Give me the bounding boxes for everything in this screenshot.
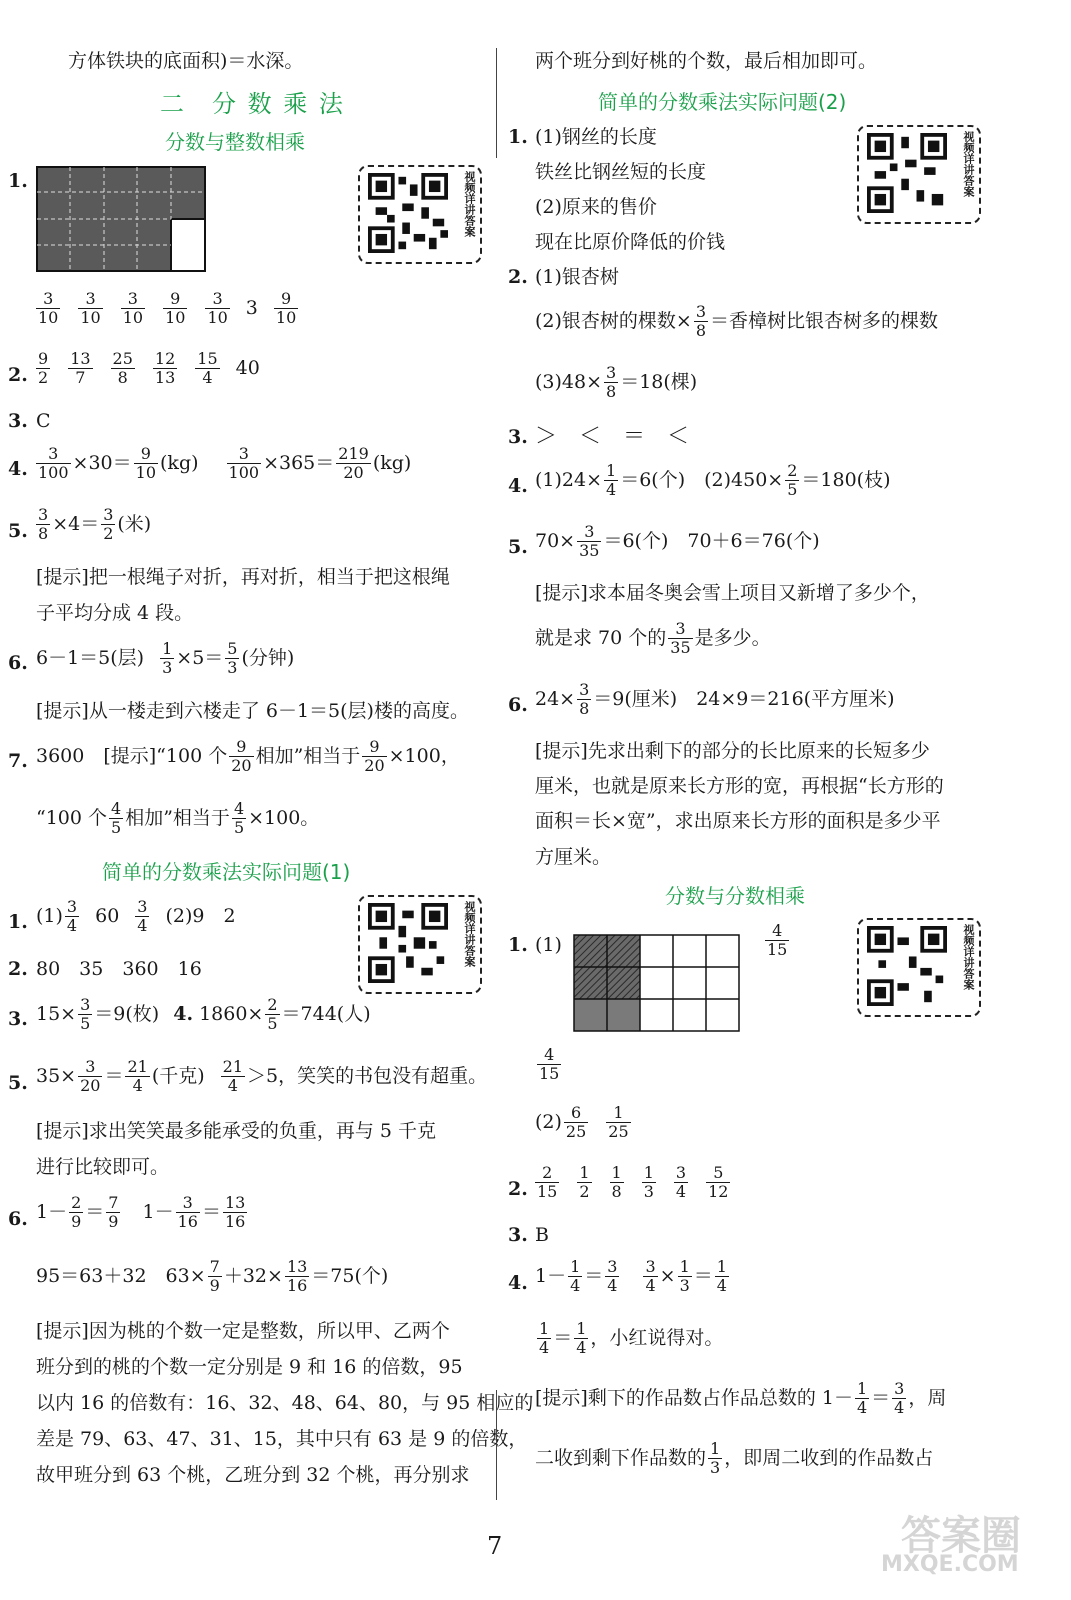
continued-line: 两个班分到好桃的个数，最后相加即可。 — [535, 50, 878, 72]
qr-caption: 视频详讲答案 — [463, 171, 476, 237]
qr-pattern — [366, 173, 450, 253]
fraction: $\frac{13}{7}$ — [70, 349, 91, 388]
f-q3-number: 3. — [508, 1224, 528, 1246]
qr-caption: 视频详讲答案 — [463, 901, 476, 967]
r-q5-number: 5. — [508, 536, 528, 558]
f-q1-fraction-b: $\frac{4}{15}$ — [539, 1045, 560, 1084]
fraction: $\frac{3}{10}$ — [122, 289, 144, 328]
r-q1-number: 1. — [508, 126, 528, 148]
f-q3-answer: B — [535, 1224, 549, 1246]
q7-number: 7. — [8, 750, 28, 772]
chapter-title: 二 分 数 乘 法 — [160, 90, 345, 118]
value: 3 — [245, 296, 258, 319]
fraction: $\frac{9}{10}$ — [275, 289, 297, 328]
q3-number: 3. — [8, 410, 28, 432]
q6-number: 6. — [8, 652, 28, 674]
r-q6-hint-line-3: 面积＝长×宽”，求出原来长方形的面积是多少平 — [535, 810, 941, 832]
qr-pattern — [366, 903, 450, 983]
f-q2-answers: $\frac{2}{15}$ $\frac{1}{2}$ $\frac{1}{8}$ $\frac{1}{3}$ $\frac{3}{4}$ $\frac{5}{12}$ — [537, 1163, 729, 1202]
unshaded-cell — [171, 219, 205, 271]
qr-pattern — [865, 133, 949, 213]
r-q5-answer: 70× $\frac{3}{35}$ ＝6(个) 70＋6＝76(个) — [535, 522, 820, 561]
f-q4-hint-line-1: [提示]剩下的作品数占作品总数的 1－ $\frac{1}{4}$ ＝ $\frac{3}{4}$ ，周 — [535, 1379, 947, 1418]
q7-line-2: “100 个 $\frac{4}{5}$ 相加”相当于 $\frac{4}{5}$ ×100。 — [36, 799, 320, 838]
r-q3-number: 3. — [508, 426, 528, 448]
s2q2-number: 2. — [8, 958, 28, 980]
s2q5-hint-line-1: [提示]求出笑笑最多能承受的负重，再与 5 千克 — [36, 1120, 436, 1142]
q6-hint: [提示]从一楼走到六楼走了 6－1＝5(层)楼的高度。 — [36, 700, 469, 722]
q5-hint-line-2: 子平均分成 4 段。 — [36, 602, 194, 624]
fraction: $\frac{25}{8}$ — [112, 349, 133, 388]
s2q6-number: 6. — [8, 1208, 28, 1230]
r-q1-line-1: (1)钢丝的长度 — [535, 126, 657, 148]
q3-answer: C — [36, 410, 51, 432]
q1-number: 1. — [8, 170, 28, 192]
s2q2-answer: 80 35 360 16 — [36, 958, 202, 980]
intro-line: 方体铁块的底面积)＝水深。 — [68, 50, 304, 72]
r-q1-line-4: 现在比原价降低的价钱 — [535, 231, 726, 253]
section-title-4: 分数与分数相乘 — [665, 884, 805, 908]
r-q4-answer: (1)24× $\frac{1}{4}$ ＝6(个) (2)450× $\frac{2}{5}$ ＝180(枝) — [535, 461, 891, 500]
section-title-3: 简单的分数乘法实际问题(2) — [598, 90, 847, 114]
r-q5-hint-line-2: 就是求 70 个的 $\frac{3}{35}$ 是多少。 — [535, 619, 771, 658]
page-number: 7 — [487, 1532, 503, 1560]
s2q5-answer: 35× $\frac{3}{20}$ ＝ $\frac{21}{4}$ (千克) $\frac{21}{4}$ ＞5，笑笑的书包没有超重。 — [36, 1057, 488, 1096]
fraction: $\frac{9}{10}$ — [165, 289, 186, 328]
q5-number: 5. — [8, 520, 28, 542]
s2q1-answer: (1) $\frac{3}{4}$ 60 $\frac{3}{4}$ (2)9 2 — [36, 897, 236, 936]
section-title-2: 简单的分数乘法实际问题(1) — [102, 860, 351, 884]
s2q6-hint-line-3: 以内 16 的倍数有：16、32、48、64、80，与 95 相应的 — [36, 1392, 534, 1414]
s2q6-hint-line-1: [提示]因为桃的个数一定是整数，所以甲、乙两个 — [36, 1320, 450, 1342]
f-q4-hint-line-2: 二收到剩下作品数的 $\frac{1}{3}$ ，即周二收到的作品数占 — [535, 1439, 934, 1478]
qr-code-2[interactable] — [358, 895, 482, 994]
f-q1-fraction-a: $\frac{4}{15}$ — [767, 921, 788, 960]
column-divider-bottom — [496, 1390, 497, 1500]
fraction: $\frac{3}{10}$ — [80, 289, 101, 328]
r-q2-number: 2. — [508, 266, 528, 288]
qr-code-3[interactable] — [857, 125, 981, 224]
q6-answer: 6－1＝5(层) $\frac{1}{3}$ ×5＝ $\frac{5}{3}$ (分钟) — [36, 639, 295, 678]
r-q6-answer: 24× $\frac{3}{8}$ ＝9(厘米) 24×9＝216(平方厘米) — [535, 680, 895, 719]
s2q3-number: 3. — [8, 1008, 28, 1030]
r-q3-answer: ＞ ＜ ＝ ＜ — [535, 424, 690, 449]
r-q6-hint-line-2: 厘米，也就是原来长方形的宽，再根据“长方形的 — [535, 775, 944, 797]
r-q1-line-2: 铁丝比钢丝短的长度 — [535, 161, 707, 183]
f-q1-number: 1. — [508, 934, 528, 956]
s2q3-answer: 15× $\frac{3}{5}$ ＝9(枚) 4. 1860× $\frac{2}{5}$ ＝744(人) — [36, 995, 371, 1034]
s2q6-hint-line-4: 差是 79、63、47、31、15，其中只有 63 是 9 的倍数， — [36, 1428, 528, 1450]
f-q1-part2: (2) $\frac{6}{25}$ $\frac{1}{25}$ — [535, 1103, 629, 1142]
fraction: $\frac{3}{10}$ — [207, 289, 228, 328]
watermark-logo: 答案圈 MXQE.COM — [881, 1513, 1021, 1577]
r-q5-hint-line-1: [提示]求本届冬奥会雪上项目又新增了多少个， — [535, 582, 930, 604]
f-q4-line-1: 1－ $\frac{1}{4}$ ＝ $\frac{3}{4}$ $\frac{3}{4}$ × $\frac{1}{3}$ ＝ $\frac{1}{4}$ — [535, 1257, 727, 1296]
fraction: $\frac{3}{100}$ — [38, 444, 69, 483]
q7-line-1: 3600 [提示]“100 个 $\frac{9}{20}$ 相加”相当于 $\frac{9}{20}$ ×100， — [36, 737, 460, 776]
s2q6-hint-line-5: 故甲班分到 63 个桃，乙班分到 32 个桃，再分别求 — [36, 1464, 470, 1486]
fraction: $\frac{9}{2}$ — [38, 349, 49, 388]
s2q5-number: 5. — [8, 1072, 28, 1094]
fraction: $\frac{3}{10}$ — [38, 289, 59, 328]
r-q4-number: 4. — [508, 475, 528, 497]
r-q2-line-1: (1)银杏树 — [535, 266, 619, 288]
r-q2-line-3: (3)48× $\frac{3}{8}$ ＝18(棵) — [535, 363, 698, 402]
section-title-1: 分数与整数相乘 — [165, 130, 305, 154]
grid-figure-1 — [36, 166, 206, 272]
f-q1-part1-label: (1) — [535, 934, 562, 956]
q1-answers — [34, 290, 300, 328]
s2q5-hint-line-2: 进行比较即可。 — [36, 1156, 170, 1178]
f-q4-number: 4. — [508, 1272, 528, 1294]
r-q6-number: 6. — [508, 694, 528, 716]
s2q6-line-2: 95＝63＋32 63× $\frac{7}{9}$ ＋32× $\frac{13}{16}$ ＝75(个) — [36, 1257, 389, 1296]
qr-code-1[interactable] — [358, 165, 482, 264]
fraction: $\frac{15}{4}$ — [197, 349, 218, 388]
q4-answer: $\frac{3}{100}$ ×30＝ $\frac{9}{10}$ (kg) $\frac{3}{100}$ ×365＝ $\frac{219}{20}$ (kg) — [38, 444, 412, 483]
f-q2-number: 2. — [508, 1178, 528, 1200]
q2-answers — [34, 350, 260, 388]
r-q1-line-3: (2)原来的售价 — [535, 196, 657, 218]
fraction: $\frac{12}{13}$ — [154, 349, 176, 388]
r-q6-hint-line-1: [提示]先求出剩下的部分的长比原来的长短多少 — [535, 740, 930, 762]
s2q6-line-1: 1－ $\frac{2}{9}$ ＝ $\frac{7}{9}$ 1－ $\frac{3}{16}$ ＝ $\frac{13}{16}$ — [36, 1193, 246, 1232]
column-divider-top — [496, 48, 497, 158]
q2-number: 2. — [8, 364, 28, 386]
value: 40 — [235, 356, 260, 379]
qr-code-4[interactable] — [857, 918, 981, 1017]
q4-number: 4. — [8, 458, 28, 480]
r-q2-line-2: (2)银杏树的棵数× $\frac{3}{8}$ ＝香樟树比银杏树多的棵数 — [535, 302, 939, 341]
qr-caption: 视频详讲答案 — [962, 131, 975, 197]
f-q4-line-2: $\frac{1}{4}$ ＝ $\frac{1}{4}$ ，小红说得对。 — [539, 1319, 724, 1358]
qr-pattern — [865, 926, 949, 1006]
grid-figure-2 — [573, 934, 741, 1032]
s2q6-hint-line-2: 班分到的桃的个数一定分别是 9 和 16 的倍数，95 — [36, 1356, 463, 1378]
q5-answer: $\frac{3}{8}$ ×4＝ $\frac{3}{2}$ (米) — [38, 505, 152, 544]
r-q6-hint-line-4: 方厘米。 — [535, 846, 612, 868]
s2q1-number: 1. — [8, 911, 28, 933]
qr-caption: 视频详讲答案 — [962, 924, 975, 990]
q5-hint-line-1: [提示]把一根绳子对折，再对折，相当于把这根绳 — [36, 566, 450, 588]
